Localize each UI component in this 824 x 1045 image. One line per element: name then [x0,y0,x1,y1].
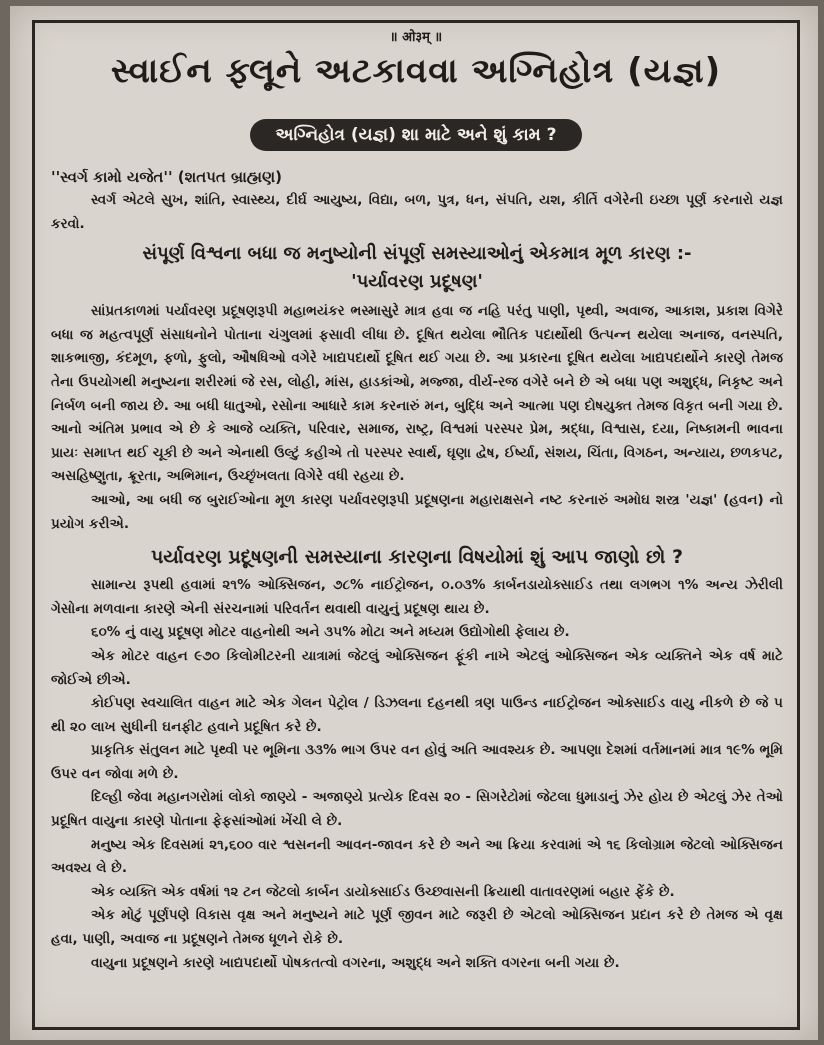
fact-paragraph: એક વ્યક્તિ એક વર્ષમાં ૧૨ ટન જેટલો કાર્બન ડાયોક્સાઈડ ઉચ્છ્વાસની ક્રિયાથી વાતાવરણમાં બહાર ફેંકે છે. [91,883,675,900]
fact-paragraph: વાયુના પ્રદૂષણને કારણે ખાદ્યપદાર્થો પોષકતત્વો વગરના, અશુદ્ધ અને શક્તિ વગરના બની ગયા છે. [91,954,620,971]
intro-paragraph: સ્વર્ગ એટલે સુખ, શાંતિ, સ્વાસ્થ્ય, દીર્ઘ આયુષ્ય, વિદ્યા, બળ, પુત્ર, ધન, સંપતિ, યશ, કીર્તિ વગેરેની ઇચ્છા પૂર્ણ કરનારો યજ્ઞ કરવો. [51,192,783,232]
leaflet-body [51,165,783,975]
section1-heading: સંપૂર્ણ વિશ્વના બધા જ મનુષ્યોની સંપૂર્ણ સમસ્યાઓનું એકમાત્ર મૂળ કારણ :- [142,243,692,265]
leaflet-border-frame [32,20,800,1030]
section1-paragraph: આઓ, આ બધી જ બુરાઈઓના મૂળ કારણ પર્યાવરણરૂપી પ્રદૂષણના મહારાક્ષસને નષ્ટ કરનારું અમોઘ શસ્ત્ર 'યજ્ઞ' (હવન) નો પ્રયોગ કરીએ. [51,491,783,532]
fact-paragraph: સામાન્ય રૂપથી હવામાં ૨૧% ઓક્સિજન, ૭૮% નાઈટ્રોજન, ૦.૦૩% કાર્બનડાયોક્સાઈડ તથા લગભગ ૧% અન્ય ઝેરીલી ગેસોના મળવાના કારણે એની સંરચનામાં પરિવર્તન થવાથી વાયુનું પ્રદૂષણ થાય છે. [51,577,783,617]
om-invocation: ॥ ओ३म् ॥ [389,30,443,45]
section2-heading: પર્યાવરણ પ્રદૂષણની સમસ્યાના કારણના વિષયોમાં શું આપ જાણો છો ? [150,546,684,569]
section1-subheading: 'પર્યાવરણ પ્રદૂષણ' [351,271,483,293]
scripture-quote: ''સ્વર્ગ કામો યજેત'' (શતપત બ્રાહ્મણ) [51,168,282,186]
leaflet-page [10,6,818,1040]
badge-container [35,119,797,151]
section1-paragraph: સાંપ્રતકાળમાં પર્યાવરણ પ્રદૂષણરૂપી મહાભયંકર ભસ્માસુરે માત્ર હવા જ નહિ પરંતુ પાણી, પૃથ્વી, અવાજ, આકાશ, પ્રકાશ વિગેરે બધા જ મહત્વપૂર્ણ સંસાધનોને પોતાના ચંગુલમાં ફસાવી લીધા છે. દૂષિત થયેલા ભૌતિક પદાર્થોથી ઉત્પન્ન થયેલા અનાજ, વનસ્પતિ, શાકભાજી, કંદમૂળ, ફળો, ફુલો, ઔષધિઓ વગેરે ખાદ્યપદાર્થો દૂષિત થઈ ગયા છે. આ પ્રકારના દૂષિત થયેલા ખાદ્યપદાર્થોને કારણે તેમજ તેના ઉપયોગથી મનુષ્યના શરીરમાં જે રસ, લોહી, માંસ, હાડકાંઓ, મજ્જા, વીર્ય-રજ વગેરે બને છે એ બધા પણ અશુદ્ધ, નિકૃષ્ટ અને નિર્બળ બની જાય છે. આ બધી ધાતુઓ, રસોના આધારે કામ કરનારું મન, બુદ્ધિ અને આત્મા પણ દોષયુક્ત તેમજ વિકૃત બની ગયા છે. આનો અંતિમ પ્રભાવ એ છે કે આજે વ્યક્તિ, પરિવાર, સમાજ, રાષ્ટ્ર, વિશ્વમાં પરસ્પર પ્રેમ, શ્રદ્ધા, વિશ્વાસ, દયા, નિષ્કામની ભાવના પ્રાયઃ સમાપ્ત થઈ ચૂકી છે અને એનાથી ઉલ્ટું કહીએ તો પરસ્પર સ્વાર્થ, ઘૃણા દ્વેષ, ઈર્ષ્યા, સંશય, ચિંતા, વિગઠન, અન્યાય, છળકપટ, અસહિષ્ણુતા, ક્રૂરતા, અભિમાન, ઉચ્છૃંખલતા વિગેરે વધી રહયા છે. [51,303,783,485]
fact-paragraph: ૬૦% નું વાયુ પ્રદૂષણ મોટર વાહનોથી અને ૩૫% મોટા અને મધ્યમ ઉદ્યોગોથી ફેલાય છે. [91,624,570,641]
fact-paragraph: કોઈપણ સ્વચાલિત વાહન માટે એક ગેલન પેટ્રોલ / ડિઝલના દહનથી ત્રણ પાઉન્ડ નાઈટ્રોજન ઓક્સાઈડ વાયુ નીકળે છે જે ૫ થી ૨૦ લાખ સુધીની ઘનફીટ હવાને પ્રદૂષિત કરે છે. [51,695,783,735]
fact-paragraph: દિલ્હી જેવા મહાનગરોમાં લોકો જાણ્યે - અજાણ્યે પ્રત્યેક દિવસ ૨૦ - સિગરેટોમાં જેટલા ધુમાડાનું ઝેર હોય છે એટલું ઝેર તેઓ પ્રદૂષિત વાયુના કારણે પોતાના ફેફસાંઓમાં ખેંચી લે છે. [51,789,783,830]
fact-paragraph: એક મોટું પૂર્ણપણે વિકાસ વૃક્ષ અને મનુષ્યને માટે પૂર્ણ જીવન માટે જરૂરી છે એટલો ઓક્સિજન પ્રદાન કરે છે તેમજ એ વૃક્ષ હવા, પાણી, અવાજ ના પ્રદૂષણને તેમજ ધૂળને રોકે છે. [51,907,783,948]
fact-paragraph: પ્રાકૃતિક સંતુલન માટે પૃથ્વી પર ભૂમિના ૩૩% ભાગ ઉપર વન હોવું અતિ આવશ્યક છે. આપણા દેશમાં વર્તમાનમાં માત્ર ૧૯% ભૂમિ ઉપર વન જોવા મળે છે. [51,742,783,782]
fact-paragraph: મનુષ્ય એક દિવસમાં ૨૧,૬૦૦ વાર શ્વસનની આવન-જાવન કરે છે અને આ ક્રિયા કરવામાં એ ૧૬ કિલોગ્રામ જેટલો ઓક્સિજન અવશ્ય લે છે. [51,836,783,877]
subtitle-badge: અગ્નિહોત્ર (યજ્ઞ) શા માટે અને શું કામ ? [250,119,583,151]
page-title: સ્વાઈન ફ્લૂને અટકાવવા અગ્નિહોત્ર (યજ્ઞ) [110,51,722,91]
fact-paragraph: એક મોટર વાહન ૯૭૦ કિલોમીટરની યાત્રામાં જેટલું ઓક્સિજન ફૂંકી નાખે એટલું ઓક્સિજન એક વ્યક્તિને એક વર્ષ માટે જોઈએ છીએ. [51,647,783,688]
